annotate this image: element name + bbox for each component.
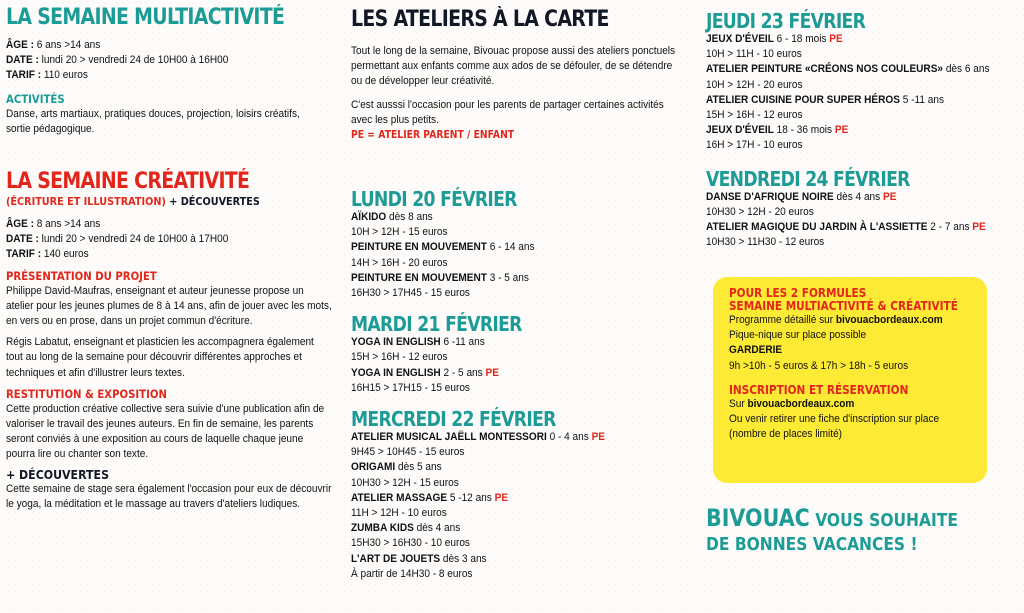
day-section xyxy=(351,408,633,582)
tarif-value: 140 euros xyxy=(41,248,89,261)
day-title: MARDI 21 FÉVRIER xyxy=(351,312,522,337)
subtitle-text: (ÉCRITURE ET ILLUSTRATION) xyxy=(6,195,166,208)
pe-legend: PE = ATELIER PARENT / ENFANT xyxy=(351,129,515,142)
atelier-item xyxy=(706,220,989,235)
atelier-item xyxy=(706,32,989,47)
atelier-name: ZUMBA KIDS xyxy=(351,522,414,535)
atelier-age: 5 -11 ans xyxy=(899,93,944,106)
atelier-time-price: 16H15 > 17H15 - 15 euros xyxy=(351,381,470,394)
age-label: ÂGE : xyxy=(6,218,34,230)
section-multiactivite xyxy=(6,6,351,137)
atelier-name: ATELIER MAGIQUE DU JARDIN À L'ASSIETTE xyxy=(706,221,928,234)
atelier-item xyxy=(706,123,989,138)
atelier-item xyxy=(351,521,605,536)
info-heading-2: SEMAINE MULTIACTIVITÉ & CRÉATIVITÉ xyxy=(729,299,958,313)
activites-text: Danse, arts martiaux, pratiques douces, projection, loisirs créatifs, sortie pédagogique. xyxy=(6,107,300,135)
presentation-paragraph-2: Régis Labatut, enseignant et plasticien les accompagnera également tout au long de la semaine pour découvrir différentes approches et techniques et afin d'illustrer leurs textes. xyxy=(6,336,314,379)
atelier-item xyxy=(351,271,605,286)
closing-line-2: DE BONNES VACANCES ! xyxy=(706,534,918,555)
days-list-right xyxy=(706,10,1021,250)
atelier-item xyxy=(351,460,605,475)
atelier-item xyxy=(351,366,605,381)
atelier-name: ATELIER CUISINE POUR SUPER HÉROS xyxy=(706,93,900,106)
age-label: ÂGE : xyxy=(6,39,34,51)
date-label: DATE : xyxy=(6,54,39,67)
day-section xyxy=(706,10,1021,154)
atelier-age: dès 4 ans xyxy=(833,190,883,203)
atelier-name: ORIGAMI xyxy=(351,461,396,474)
pe-badge: PE xyxy=(494,491,509,504)
atelier-time-price: 16H30 > 17H45 - 15 euros xyxy=(351,287,470,300)
info-box xyxy=(713,277,987,483)
day-title: MERCREDI 22 FÉVRIER xyxy=(351,407,556,432)
atelier-name: AÏKIDO xyxy=(351,211,387,223)
presentation-heading: PRÉSENTATION DU PROJET xyxy=(6,268,157,283)
decouvertes-heading: + DÉCOUVERTES xyxy=(6,466,110,482)
age-value: 6 ans >14 ans xyxy=(33,39,101,51)
ateliers-intro-1: Tout le long de la semaine, Bivouac propose aussi des ateliers ponctuels permettant aux enfants comme aux ados de se défouler, de se détendre ou de développer leur créativité. xyxy=(351,45,676,88)
creativite-subtitle xyxy=(6,194,325,209)
atelier-item xyxy=(351,552,605,567)
pe-badge: PE xyxy=(882,190,897,203)
garderie-hours: 9h >10h - 5 euros & 17h > 18h - 5 euros xyxy=(729,359,909,372)
atelier-item xyxy=(351,335,605,350)
pe-badge: PE xyxy=(834,124,849,137)
atelier-name: PEINTURE EN MOUVEMENT xyxy=(351,271,487,284)
date-label: DATE : xyxy=(6,233,39,246)
subtitle-plus: + DÉCOUVERTES xyxy=(165,195,260,208)
day-title: VENDREDI 24 FÉVRIER xyxy=(706,166,910,191)
activites-heading: ACTIVITÉS xyxy=(6,91,65,106)
inscription-prefix: Sur xyxy=(729,397,748,410)
atelier-age: dès 6 ans xyxy=(943,63,990,76)
atelier-time-price: 10H > 12H - 15 euros xyxy=(351,226,448,239)
atelier-item xyxy=(351,210,605,225)
atelier-time-price: 15H > 16H - 12 euros xyxy=(351,351,448,364)
atelier-age: 3 - 5 ans xyxy=(486,271,529,284)
date-value: lundi 20 > vendredi 24 de 10H00 à 17H00 xyxy=(38,233,229,246)
atelier-item xyxy=(706,62,989,77)
atelier-age: 0 - 4 ans xyxy=(546,431,592,444)
inscription-line-3: (nombre de places limité) xyxy=(729,428,843,441)
atelier-name: JEUX D'ÉVEIL xyxy=(706,124,774,137)
pe-badge: PE xyxy=(972,221,986,234)
inscription-link[interactable]: bivouacbordeaux.com xyxy=(747,397,855,410)
atelier-time-price: 10H30 > 12H - 20 euros xyxy=(706,205,814,218)
day-title: JEUDI 23 FÉVRIER xyxy=(706,9,866,33)
atelier-age: 5 -12 ans xyxy=(447,491,495,504)
programme-prefix: Programme détaillé sur xyxy=(729,314,836,326)
pe-badge: PE xyxy=(485,366,499,379)
atelier-name: ATELIER MUSICAL JAËLL MONTESSORI xyxy=(351,431,547,444)
multiactivite-title: LA SEMAINE MULTIACTIVITÉ xyxy=(6,5,285,30)
day-section xyxy=(351,313,633,396)
info-heading-1: POUR LES 2 FORMULES xyxy=(729,286,867,300)
atelier-time-price: 15H30 > 16H30 - 10 euros xyxy=(351,537,470,550)
brand-name: BIVOUAC xyxy=(706,504,810,532)
atelier-time-price: 10H30 > 11H30 - 12 euros xyxy=(706,236,825,249)
atelier-age: 18 - 36 mois xyxy=(773,124,835,137)
pe-badge: PE xyxy=(829,33,843,45)
atelier-time-price: 10H > 11H - 10 euros xyxy=(706,48,802,61)
atelier-name: DANSE D'AFRIQUE NOIRE xyxy=(706,190,834,203)
tarif-label: TARIF : xyxy=(6,69,42,82)
atelier-time-price: À partir de 14H30 - 8 euros xyxy=(351,567,473,580)
pe-badge: PE xyxy=(591,431,606,444)
ateliers-intro-2: C'est ausssi l'occasion pour les parents de partager certaines activités avec les plus petits. xyxy=(351,98,664,126)
atelier-age: 2 - 5 ans xyxy=(440,366,486,379)
atelier-age: 2 - 7 ans xyxy=(927,221,973,234)
inscription-line-2: Ou venir retirer une fiche d'inscription sur place xyxy=(729,413,940,426)
atelier-item xyxy=(706,93,989,108)
age-value: 8 ans >14 ans xyxy=(33,218,101,230)
atelier-age: dès 4 ans xyxy=(413,522,461,535)
ateliers-title: LES ATELIERS À LA CARTE xyxy=(351,7,609,32)
atelier-time-price: 9H45 > 10H45 - 15 euros xyxy=(351,446,465,459)
presentation-paragraph-1: Philippe David-Maufras, enseignant et auteur jeunesse propose un atelier pour les jeunes plumes de 8 à 14 ans, afin de jouer avec les mots, en vers ou en prose, dans un projet commun d'écriture. xyxy=(6,284,332,328)
atelier-item xyxy=(351,240,605,255)
closing-line-1: VOUS SOUHAITE xyxy=(809,510,958,531)
inscription-heading: INSCRIPTION ET RÉSERVATION xyxy=(729,382,909,397)
atelier-age: dès 5 ans xyxy=(395,461,442,474)
atelier-age: 6 - 18 mois xyxy=(773,33,830,45)
day-section xyxy=(706,168,1021,251)
atelier-name: ATELIER PEINTURE «CRÉONS NOS COULEURS» xyxy=(706,63,944,76)
atelier-time-price: 15H > 16H - 12 euros xyxy=(706,109,803,122)
section-creativite xyxy=(6,170,368,512)
atelier-name: PEINTURE EN MOUVEMENT xyxy=(351,241,487,254)
restitution-heading: RESTITUTION & EXPOSITION xyxy=(6,386,167,401)
tarif-value: 110 euros xyxy=(41,69,88,82)
atelier-name: JEUX D'ÉVEIL xyxy=(706,33,774,45)
atelier-time-price: 11H > 12H - 10 euros xyxy=(351,507,447,520)
atelier-item xyxy=(351,491,605,506)
atelier-age: dès 3 ans xyxy=(440,552,487,565)
atelier-time-price: 10H > 12H - 20 euros xyxy=(706,78,803,91)
day-title: LUNDI 20 FÉVRIER xyxy=(351,187,517,211)
restitution-text: Cette production créative collective sera suivie d'une publication afin de valoriser le travail des jeunes auteurs. En fin de semaine, les parents seront conviés à une exposition au cours de laquelle chaque jeune pourra lire ou chanter son texte. xyxy=(6,402,325,461)
decouvertes-text: Cette semaine de stage sera également l'occasion pour eux de découvrir le yoga, la méditation et le massage au travers d'ateliers ludiques. xyxy=(6,482,332,510)
picnic-text: Pique-nique sur place possible xyxy=(729,329,867,342)
days-list-left xyxy=(351,188,633,582)
atelier-age: 6 -11 ans xyxy=(440,336,485,349)
closing-message xyxy=(706,505,999,556)
atelier-time-price: 16H > 17H - 10 euros xyxy=(706,139,803,152)
date-value: lundi 20 > vendredi 24 de 10H00 à 16H00 xyxy=(38,54,229,67)
tarif-label: TARIF : xyxy=(6,248,42,261)
atelier-age: dès 8 ans xyxy=(386,211,433,223)
atelier-time-price: 10H30 > 12H - 15 euros xyxy=(351,476,459,489)
programme-link[interactable]: bivouacbordeaux.com xyxy=(835,314,943,326)
creativite-title: LA SEMAINE CRÉATIVITÉ xyxy=(6,169,250,194)
atelier-name: L'ART DE JOUETS xyxy=(351,552,441,565)
atelier-name: ATELIER MASSAGE xyxy=(351,491,448,504)
atelier-name: YOGA IN ENGLISH xyxy=(351,336,441,349)
day-section xyxy=(351,188,633,301)
garderie-label: GARDERIE xyxy=(729,344,783,357)
atelier-item xyxy=(706,190,989,205)
atelier-name: YOGA IN ENGLISH xyxy=(351,366,441,379)
atelier-item xyxy=(351,430,605,445)
atelier-time-price: 14H > 16H - 20 euros xyxy=(351,256,448,269)
atelier-age: 6 - 14 ans xyxy=(486,241,535,254)
